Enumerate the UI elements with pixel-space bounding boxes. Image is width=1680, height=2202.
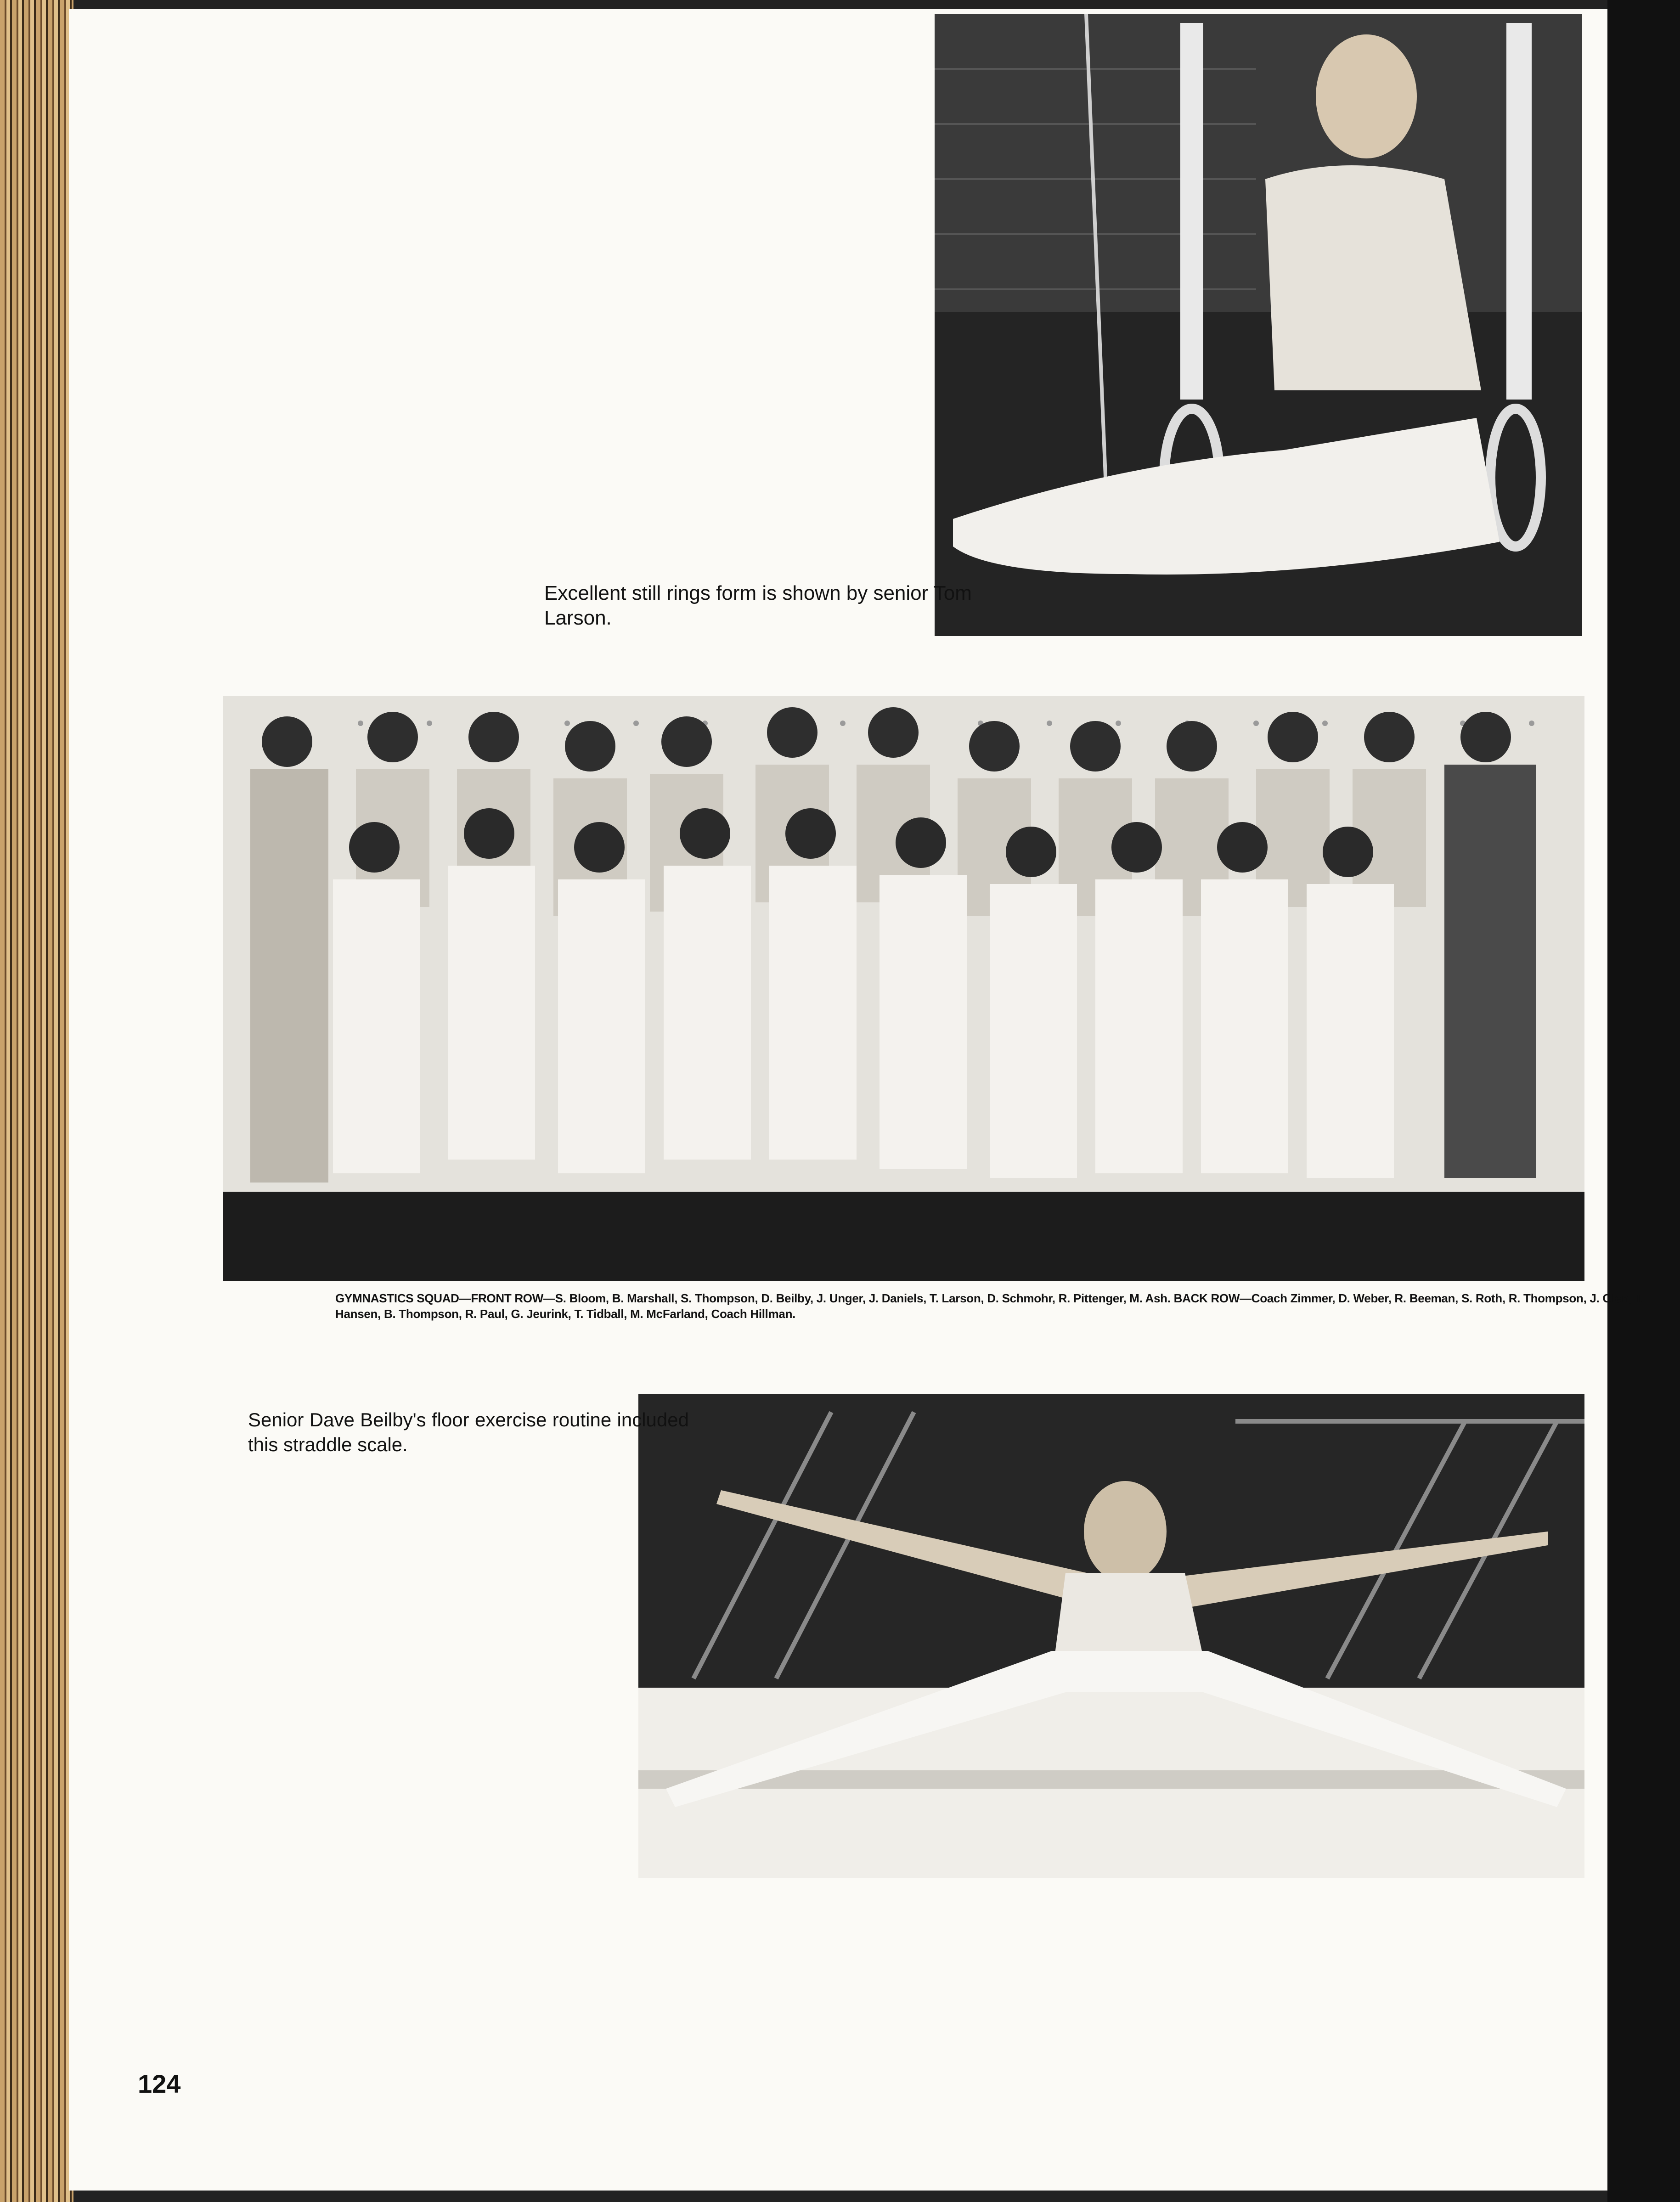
book-binding-edge [0, 0, 73, 2202]
page-number: 124 [138, 2069, 181, 2098]
yearbook-page [69, 9, 1644, 2191]
still-rings-photo [935, 14, 1582, 636]
squad-photo-caption: GYMNASTICS SQUAD—FRONT ROW—S. Bloom, B. Marshall, S. Thompson, D. Beilby, J. Unger, J. Daniels, T. Larson, D. Schmohr, R. Pittenger, M. Ash. BACK ROW—Coach Zimmer, D. Weber, R. Beeman, S. Roth, R. Thompson, J. Glen, T. Hansen, B. Thompson, R. Paul, G. Jeurink, T. Tidball, M. McFarland, Coach Hillman. [335, 1291, 1644, 1321]
scan-background [1607, 0, 1680, 2202]
floor-photo-caption: Senior Dave Beilby's floor exercise routine included this straddle scale. [248, 1409, 689, 1455]
floor-exercise-photo [638, 1394, 1584, 1878]
gymnastics-squad-photo [223, 696, 1584, 1281]
rings-photo-caption: Excellent still rings form is shown by senior Tom Larson. [544, 582, 972, 629]
